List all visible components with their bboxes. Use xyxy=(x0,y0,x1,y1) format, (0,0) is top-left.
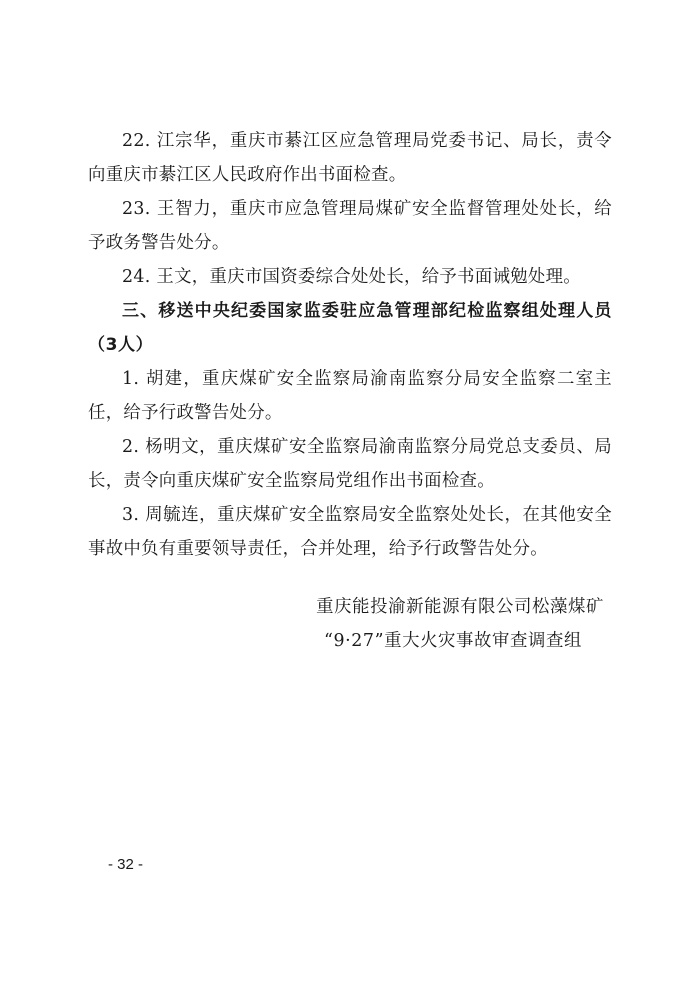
page-number: - 32 - xyxy=(108,856,144,873)
section-item-1: 1. 胡建，重庆煤矿安全监察局渝南监察分局安全监察二室主任，给予行政警告处分。 xyxy=(88,369,612,423)
paragraph-item-22: 22. 江宗华，重庆市綦江区应急管理局党委书记、局长，责令向重庆市綦江区人民政府作出书面检查。 xyxy=(88,131,612,185)
signature-group: “9·27”重大火灾事故审查调查组 xyxy=(323,631,582,651)
paragraph-item-24: 24. 王文，重庆市国资委综合处处长，给予书面诫勉处理。 xyxy=(122,267,581,287)
section-item-3: 3. 周毓连，重庆煤矿安全监察局安全监察处处长，在其他安全事故中负有重要领导责任，合并处理，给予行政警告处分。 xyxy=(88,505,612,559)
paragraph-item-23: 23. 王智力，重庆市应急管理局煤矿安全监督管理处处长，给予政务警告处分。 xyxy=(88,199,612,253)
section-heading: 三、移送中央纪委国家监委驻应急管理部纪检监察组处理人员（3人） xyxy=(88,301,612,355)
signature-organization: 重庆能投渝新能源有限公司松藻煤矿 xyxy=(316,597,604,617)
section-item-2: 2. 杨明文，重庆煤矿安全监察局渝南监察分局党总支委员、局长，责令向重庆煤矿安全监察局党组作出书面检查。 xyxy=(88,437,612,491)
